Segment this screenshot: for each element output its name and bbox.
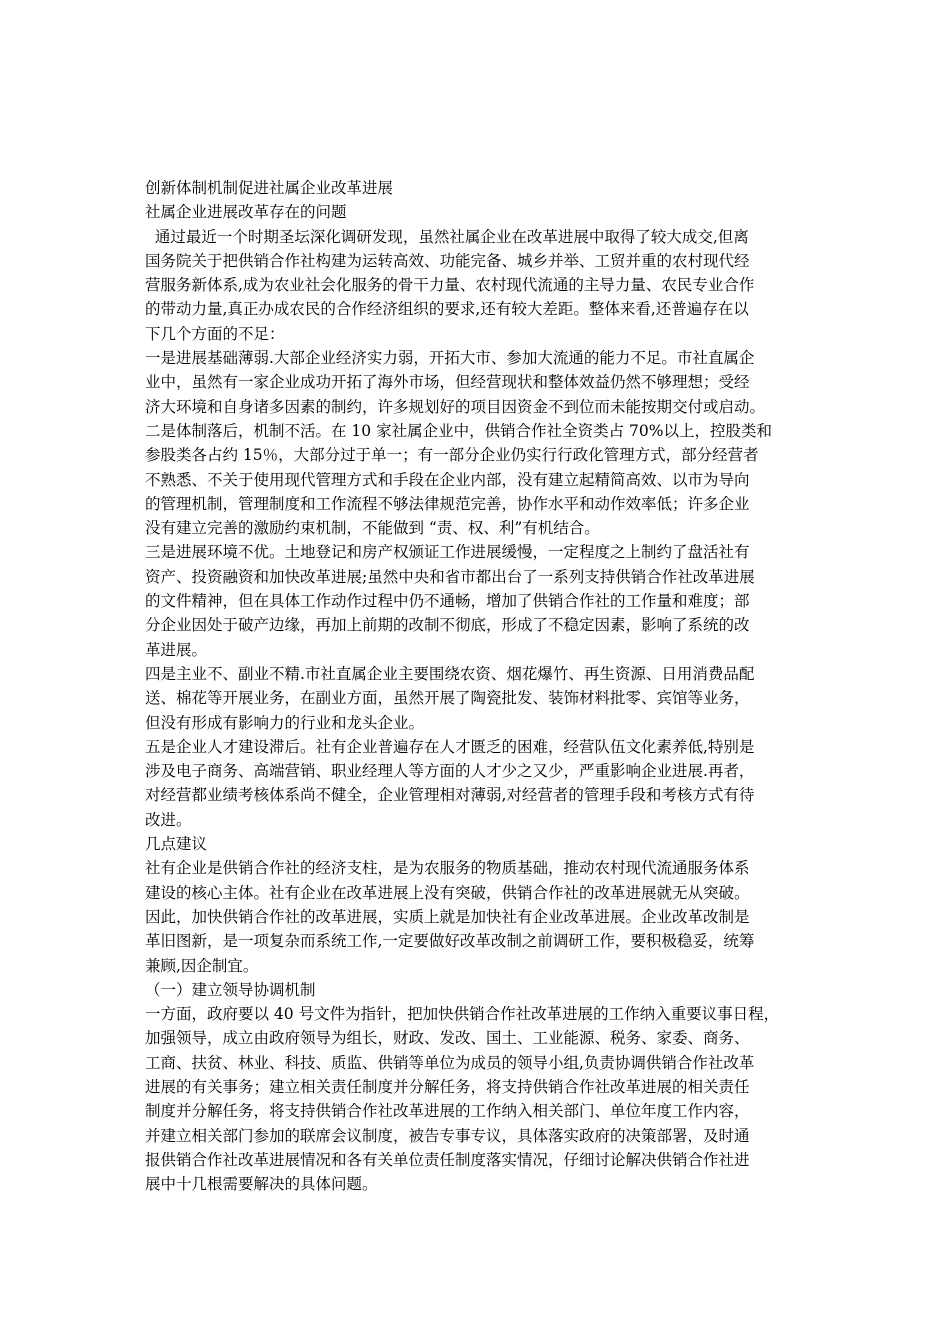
paragraph-line: 一是进展基础薄弱.大部企业经济实力弱，开拓大市、参加大流通的能力不足。市社直属企	[145, 349, 755, 368]
paragraph-line: 报供销合作社改革进展情况和各有关单位责任制度落实情况，仔细讨论解决供销合作社进	[145, 1150, 750, 1169]
point-5-paragraph	[145, 735, 809, 832]
paragraph-line: 改进。	[145, 810, 192, 829]
paragraph-line: 四是主业不、副业不精.市社直属企业主要围绕农资、烟花爆竹、再生资源、日用消费品配	[145, 664, 755, 683]
paragraph-line: 的文件精神，但在具体工作动作过程中仍不通畅，增加了供销合作社的工作量和难度；部	[145, 592, 750, 611]
paragraph-line: 的带动力量,真正办成农民的合作经济组织的要求,还有较大差距。整体来看,还普遍存在以	[145, 300, 749, 319]
section-heading-suggestions: 几点建议	[145, 835, 208, 854]
subsection-1-paragraph	[145, 1002, 809, 1196]
paragraph-line: 革旧图新，是一项复杂而系统工作,一定要做好改革改制之前调研工作，要积极稳妥，统筹	[145, 932, 755, 951]
point-1-paragraph	[145, 346, 809, 419]
document-title: 创新体制机制促进社属企业改革进展	[145, 179, 394, 197]
intro-paragraph	[145, 225, 809, 346]
paragraph-line: 二是体制落后，机制不活。在 10 家社属企业中，供销合作社全资类占 70%以上，控股类和	[145, 421, 772, 440]
point-4-paragraph	[145, 662, 809, 735]
paragraph-line: 制度并分解任务，将支持供销合作社改革进展的工作纳入相关部门、单位年度工作内容，	[145, 1102, 750, 1121]
point-3-paragraph	[145, 540, 809, 661]
paragraph-line: 参股类各占约 15％，大部分过于单一；有一部分企业仍实行行政化管理方式，部分经营者	[145, 446, 759, 465]
point-2-paragraph	[145, 419, 809, 540]
paragraph-line: 分企业因处于破产边缘，再加上前期的改制不彻底，形成了不稳定因素，影响了系统的改	[145, 616, 750, 635]
paragraph-line: 工商、扶贫、林业、科技、质监、供销等单位为成员的领导小组,负责协调供销合作社改革	[145, 1053, 755, 1072]
paragraph-line: 五是企业人才建设滞后。社有企业普遍存在人才匮乏的困难，经营队伍文化素养低,特别是	[145, 737, 755, 756]
suggestions-paragraph	[145, 856, 809, 977]
paragraph-line: 资产、投资融资和加快改革进展;虽然中央和省市都出台了一系列支持供销合作社改革进展	[145, 567, 755, 586]
subsection-heading-leadership: （一）建立领导协调机制	[145, 980, 316, 999]
paragraph-line: 的管理机制，管理制度和工作流程不够法律规范完善，协作水平和动作效率低；许多企业	[145, 494, 750, 513]
paragraph-line: 涉及电子商务、高端营销、职业经理人等方面的人才少之又少，严重影响企业进展.再者，	[145, 762, 755, 781]
paragraph-line: 建设的核心主体。社有企业在改革进展上没有突破，供销合作社的改革进展就无从突破。	[145, 883, 750, 902]
paragraph-line: 革进展。	[145, 640, 208, 659]
paragraph-line: 但没有形成有影响力的行业和龙头企业。	[145, 713, 425, 732]
paragraph-line: 三是进展环境不优。土地登记和房产权颁证工作进展缓慢，一定程度之上制约了盘活社有	[145, 543, 750, 562]
paragraph-line: 济大环境和自身诸多因素的制约，许多规划好的项目因资金不到位而未能按期交付或启动。	[145, 397, 766, 416]
paragraph-line: 送、棉花等开展业务，在副业方面，虽然开展了陶瓷批发、装饰材料批零、宾馆等业务，	[145, 689, 750, 708]
paragraph-line: 社有企业是供销合作社的经济支柱，是为农服务的物质基础，推动农村现代流通服务体系	[145, 859, 750, 878]
paragraph-line: 展中十几根需要解决的具体问题。	[145, 1175, 378, 1194]
paragraph-line: 营服务新体系,成为农业社会化服务的骨干力量、农村现代流通的主导力量、农民专业合作	[145, 276, 755, 295]
paragraph-line: 因此，加快供销合作社的改革进展，实质上就是加快社有企业改革进展。企业改革改制是	[145, 907, 750, 926]
paragraph-line: 兼顾,因企制宜。	[145, 956, 259, 975]
paragraph-line: 加强领导，成立由政府领导为组长，财政、发改、国土、工业能源、税务、家委、商务、	[145, 1029, 750, 1048]
paragraph-line: 没有建立完善的激励约束机制，不能做到 “责、权、利”有机结合。	[145, 519, 600, 538]
paragraph-line: 一方面，政府要以 40 号文件为指针，把加快供销合作社改革进展的工作纳入重要议事日程，	[145, 1005, 780, 1024]
paragraph-line: 业中，虽然有一家企业成功开拓了海外市场，但经营现状和整体效益仍然不够理想；受经	[145, 373, 750, 392]
paragraph-line: 不熟悉、不关于使用现代管理方式和手段在企业内部，没有建立起精简高效、以市为导向	[145, 470, 750, 489]
paragraph-line: 对经营都业绩考核体系尚不健全，企业管理相对薄弱,对经营者的管理手段和考核方式有待	[145, 786, 755, 805]
section-heading-problems: 社属企业进展改革存在的问题	[145, 203, 347, 222]
paragraph-line: 并建立相关部门参加的联席会议制度，被告专事专议，具体落实政府的决策部署，及时通	[145, 1126, 750, 1145]
paragraph-line: 通过最近一个时期圣坛深化调研发现，虽然社属企业在改革进展中取得了较大成交,但离	[145, 227, 749, 246]
paragraph-line: 进展的有关事务；建立相关责任制度并分解任务，将支持供销合作社改革进展的相关责任	[145, 1077, 750, 1096]
paragraph-line: 国务院关于把供销合作社构建为运转高效、功能完备、城乡并举、工贸并重的农村现代经	[145, 251, 750, 270]
document-page	[145, 176, 809, 1196]
paragraph-line: 下几个方面的不足：	[145, 324, 285, 343]
